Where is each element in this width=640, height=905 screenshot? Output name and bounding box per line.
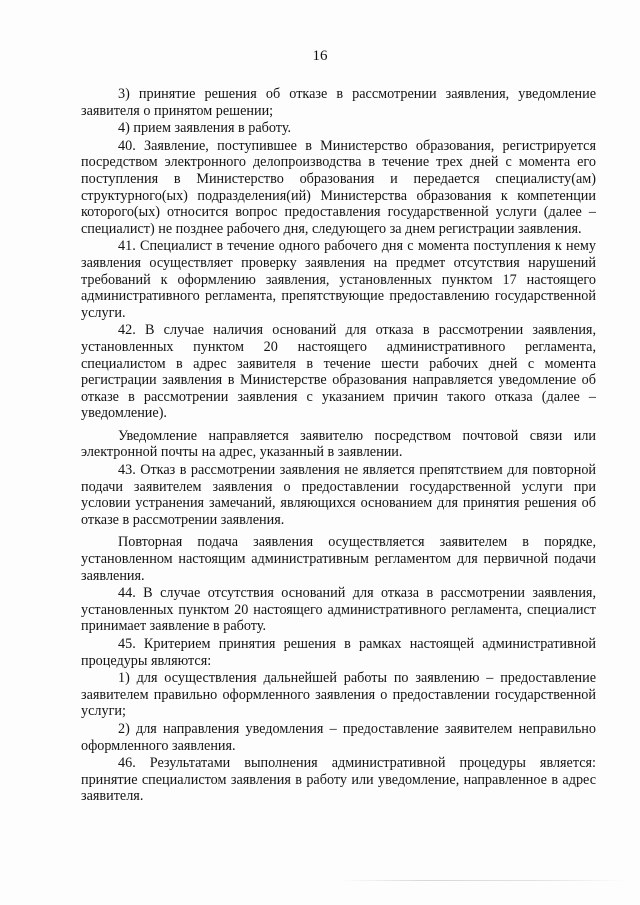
scan-artifact-line xyxy=(340,880,630,881)
document-body xyxy=(81,86,596,806)
paragraph-43: 43. Отказ в рассмотрении заявления не является препятствием для повторной подачи заявителем заявления о предоставлении государственной услуги при условии устранения замечаний, являющихся основанием для принятия решения об отказе в рассмотрении заявления. xyxy=(81,462,596,528)
paragraph-criterion-1: 1) для осуществления дальнейшей работы по заявлению – предоставление заявителем правильно оформленного заявления о предоставлении государственной услуги; xyxy=(81,670,596,720)
paragraph-45: 45. Критерием принятия решения в рамках настоящей административной процедуры являются: xyxy=(81,636,596,669)
paragraph-criterion-2: 2) для направления уведомления – предоставление заявителем неправильно оформленного заявления. xyxy=(81,720,596,754)
paragraph-repeat-submission: Повторная подача заявления осуществляется заявителем в порядке, установленном настоящим административным регламентом для первичной подачи заявления. xyxy=(81,534,596,584)
paragraph-41: 41. Специалист в течение одного рабочего дня с момента поступления к нему заявления осуществляет проверку заявления на предмет отсутствия нарушений требований к оформлению заявления, установленных пунктом 17 настоящего административного регламента, препятствующие предоставлению государственной услуги. xyxy=(81,238,596,321)
paragraph-42: 42. В случае наличия оснований для отказа в рассмотрении заявления, установленных пунктом 20 настоящего административного регламента, специалистом в адрес заявителя в течение шести рабочих дней с момента регистрации заявления в Министерстве образования направляется уведомление об отказе в рассмотрении заявления с указанием причин такого отказа (далее – уведомление). xyxy=(81,322,596,422)
paragraph-item-3: 3) принятие решения об отказе в рассмотрении заявления, уведомление заявителя о принятом решении; xyxy=(81,86,596,119)
paragraph-44: 44. В случае отсутствия оснований для отказа в рассмотрении заявления, установленных пунктом 20 настоящего административного регламента, специалист принимает заявление в работу. xyxy=(81,585,596,635)
paragraph-notice: Уведомление направляется заявителю посредством почтовой связи или электронной почты на адрес, указанный в заявлении. xyxy=(81,427,596,461)
page-number: 16 xyxy=(312,48,328,64)
paragraph-item-4: 4) прием заявления в работу. xyxy=(118,120,292,137)
paragraph-46: 46. Результатами выполнения административной процедуры является: принятие специалистом заявления в работу или уведомление, направленное в адрес заявителя. xyxy=(81,755,596,805)
paragraph-40: 40. Заявление, поступившее в Министерство образования, регистрируется посредством электронного делопроизводства в течение трех дней с момента его поступления в Министерство образования и передается специалисту(ам) структурного(ых) подразделения(ий) Министерства образования к компетенции которого(ых) относится вопрос предоставления государственной услуги (далее – специалист) не позднее рабочего дня, следующего за днем регистрации заявления. xyxy=(81,137,596,237)
